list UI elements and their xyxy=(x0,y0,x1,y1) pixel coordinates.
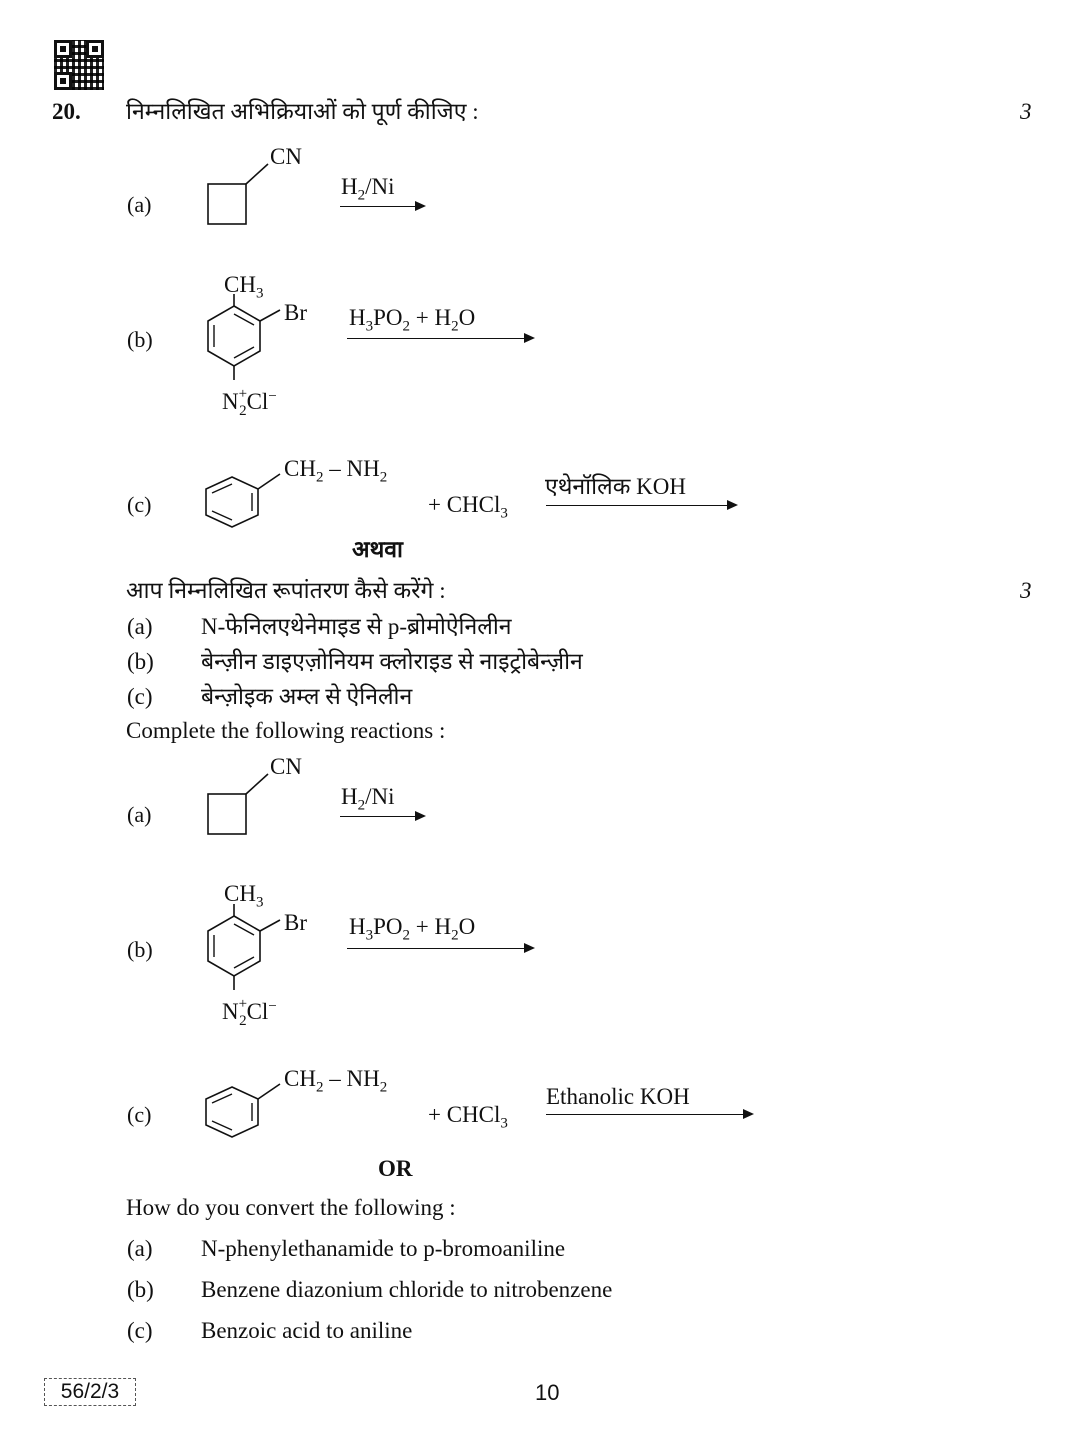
diazonium-group: $N^+_2Cl^-$ xyxy=(222,996,277,1029)
reagent-h2-ni: $H_2/Ni$ xyxy=(341,174,395,204)
reaction-b-label: (b) xyxy=(127,937,153,962)
list-item-label: (b) xyxy=(127,1277,154,1302)
question-number: 20. xyxy=(52,99,81,124)
marks-or: 3 xyxy=(1020,578,1032,603)
reaction-arrow xyxy=(546,1114,752,1115)
benzene-ring-structure xyxy=(200,292,280,392)
english-convert-prompt: How do you convert the following : xyxy=(126,1195,456,1220)
reaction-arrow xyxy=(340,816,424,817)
benzene-ring-structure xyxy=(200,1080,280,1140)
reagent-c-hindi: एथेनॉलिक KOH xyxy=(545,474,686,499)
marks: 3 xyxy=(1020,99,1032,124)
list-item-label: (a) xyxy=(127,614,153,639)
reaction-c-label: (c) xyxy=(127,1102,152,1127)
ch3-group: $CH_3$ xyxy=(224,881,264,911)
paper-code: 56/2/3 xyxy=(44,1378,136,1406)
reaction-arrow xyxy=(347,948,533,949)
reaction-a-label: (a) xyxy=(127,802,152,827)
list-item-label: (b) xyxy=(127,649,154,674)
reagent-h3po2: $H_3PO_2 + H_2O$ xyxy=(349,305,476,335)
reagent-h2-ni: $H_2/Ni$ xyxy=(341,784,395,814)
reagent-c-english: Ethanolic KOH xyxy=(546,1084,690,1109)
ch2nh2-group: $CH_2 - NH_2$ xyxy=(284,456,388,486)
list-item: N-फेनिलएथेनेमाइड से p-ब्रोमोऐनिलीन xyxy=(201,614,512,639)
english-prompt: Complete the following reactions : xyxy=(126,718,446,743)
list-item: बेन्ज़ोइक अम्ल से ऐनिलीन xyxy=(201,684,413,709)
ch3-group: $CH_3$ xyxy=(224,272,264,302)
cyclobutane-structure xyxy=(200,160,280,230)
reaction-arrow xyxy=(340,206,424,207)
reaction-arrow xyxy=(347,338,533,339)
page-number: 10 xyxy=(535,1380,560,1405)
cyclobutane-structure xyxy=(200,770,280,840)
br-group: Br xyxy=(284,300,307,325)
cn-group: CN xyxy=(270,144,302,169)
reaction-b-label: (b) xyxy=(127,327,153,352)
list-item: Benzoic acid to aniline xyxy=(201,1318,413,1343)
br-group: Br xyxy=(284,910,307,935)
reaction-c-label: (c) xyxy=(127,492,152,517)
reaction-arrow xyxy=(546,505,736,506)
reagent-h3po2: $H_3PO_2 + H_2O$ xyxy=(349,914,476,944)
list-item: N-phenylethanamide to p-bromoaniline xyxy=(201,1236,566,1261)
chcl3-reagent: + CHCl$_3$ xyxy=(428,492,508,522)
list-item-label: (c) xyxy=(127,684,153,709)
diazonium-group: $N^+_2Cl^-$ xyxy=(222,386,277,419)
list-item: बेन्ज़ीन डाइएज़ोनियम क्लोराइड से नाइट्रोबेन्ज़ीन xyxy=(201,649,583,674)
hindi-convert-prompt: आप निम्नलिखित रूपांतरण कैसे करेंगे : xyxy=(126,578,446,603)
list-item-label: (a) xyxy=(127,1236,153,1261)
benzene-ring-structure xyxy=(200,470,280,530)
or-english: OR xyxy=(378,1156,413,1181)
cn-group: CN xyxy=(270,754,302,779)
ch2nh2-group: $CH_2 - NH_2$ xyxy=(284,1066,388,1096)
reaction-a-label: (a) xyxy=(127,192,152,217)
qr-code xyxy=(54,40,104,90)
list-item-label: (c) xyxy=(127,1318,153,1343)
benzene-ring-structure xyxy=(200,902,280,1002)
or-hindi: अथवा xyxy=(352,537,404,562)
chcl3-reagent: + CHCl$_3$ xyxy=(428,1102,508,1132)
hindi-prompt: निम्नलिखित अभिक्रियाओं को पूर्ण कीजिए : xyxy=(126,99,479,124)
list-item: Benzene diazonium chloride to nitrobenzene xyxy=(201,1277,613,1302)
